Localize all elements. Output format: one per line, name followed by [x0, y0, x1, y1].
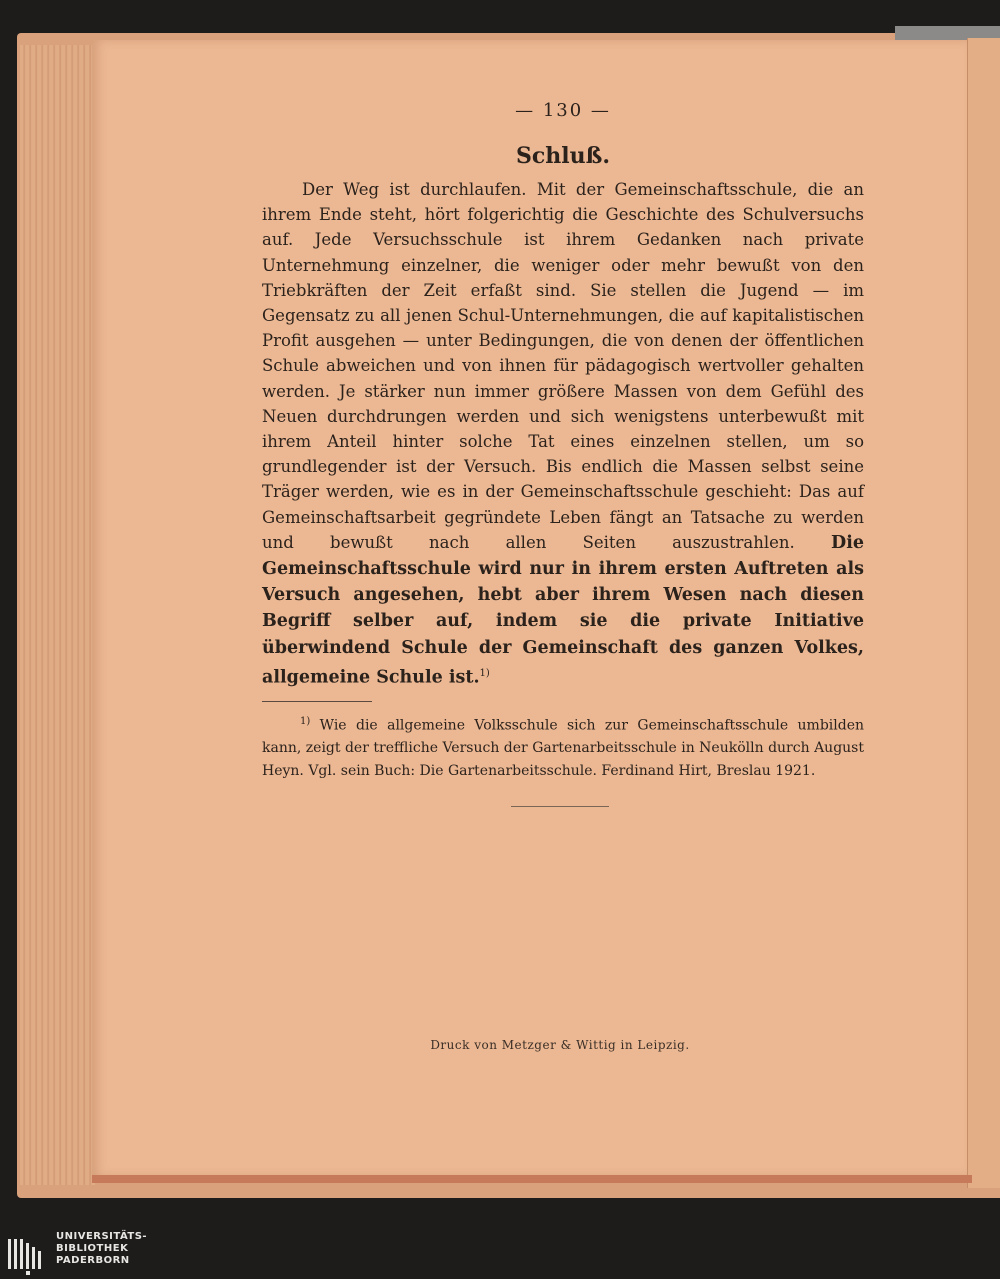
section-heading: Schluß.: [515, 143, 610, 169]
footnote-reference: 1): [479, 667, 490, 679]
library-logo-icon: [6, 1233, 48, 1275]
right-page-edge: [967, 38, 1000, 1188]
library-footer: [0, 1230, 1000, 1279]
footnote-divider: [262, 701, 372, 702]
library-name: UNIVERSITÄTS- BIBLIOTHEK PADERBORN: [56, 1231, 148, 1266]
footnote-text: Wie die allgemeine Volksschule sich zur Gemeinschaftsschule umbilden kann, zeigt der treffliche Versuch der Gartenarbeitsschule in Neukölln durch August Heyn. Vgl. sein Buch: Die Gartenarbeitsschule. Ferdinand Hirt, Breslau 1921.: [262, 717, 864, 780]
body-paragraph: [262, 177, 864, 691]
page-stack-edge: [20, 45, 95, 1185]
page-bottom-edge: [92, 1175, 972, 1183]
body-bold-text: Die Gemeinschaftsschule wird nur in ihrem ersten Auftreten als Versuch angesehen, hebt aber ihrem Wesen nach diesen Begriff selber auf, indem sie die private Initiative überwindend Schule der Gemeinschaft des ganzen Volkes, allgemeine Schule ist.: [262, 532, 864, 688]
footnote: [262, 710, 864, 784]
body-plain-text: Der Weg ist durchlaufen. Mit der Gemeinschaftsschule, die an ihrem Ende steht, hört folgerichtig die Geschichte des Schulversuchs auf. Jede Versuchsschule ist ihrem Gedanken nach private Unternehmung einzelner, die weniger oder mehr bewußt von den Triebkräften der Zeit erfaßt sind. Sie stellen die Jugend — im Gegensatz zu all jenen Schul-Unternehmungen, die auf kapitalistischen Profit ausgehen — unter Bedingungen, die von denen der öffentlichen Schule abweichen und von ihnen für pädagogisch wertvoller gehalten werden. Je stärker nun immer größere Massen von dem Gefühl des Neuen durchdrungen werden und sich wenigstens unterbewußt mit ihrem Anteil hinter solche Tat eines einzelnen stellen, um so grundlegender ist der Versuch. Bis endlich die Massen selbst seine Träger werden, wie es in der Gemeinschaftsschule geschieht: Das auf Gemeinschaftsarbeit gegründete Leben fängt an Tatsache zu werden und bewußt nach allen Seiten auszustrahlen.: [262, 180, 864, 552]
page-number: — 130 —: [515, 100, 611, 121]
page-content: [262, 100, 864, 783]
printer-imprint: Druck von Metzger & Wittig in Leipzig.: [430, 1038, 690, 1052]
footnote-marker: 1): [300, 715, 311, 727]
end-divider: [511, 806, 609, 807]
